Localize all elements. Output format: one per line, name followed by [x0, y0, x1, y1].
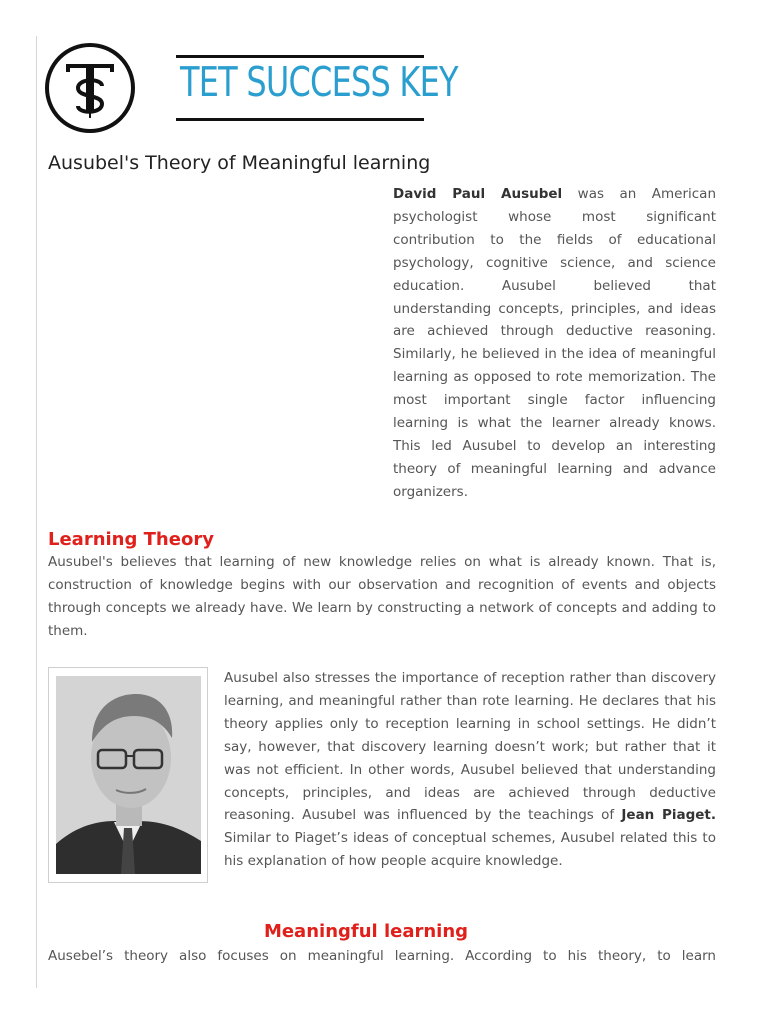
intro-paragraph [393, 183, 716, 504]
meaningful-learning-paragraph: Ausebel’s theory also focuses on meaningful learning. According to his theory, to learn [48, 948, 716, 964]
site-logo[interactable] [44, 42, 458, 134]
ausubel-photo-frame [48, 667, 208, 883]
ausubel-text-before: Ausubel also stresses the importance of reception rather than discovery learning, and meaningful rather than rote learning. He declares that his theory applies only to reception learning in school settings. He didn’t say, however, that discovery learning doesn’t work; but rather that it was not efficient. In other words, Ausubel believed that understanding concepts, principles, and ideas are achieved through deductive reasoning. Ausubel was influenced by the teachings of [224, 670, 716, 824]
logo-text: TET SUCCESS KEY [180, 58, 458, 106]
intro-name: David Paul Ausubel [393, 186, 563, 202]
portrait-image [56, 676, 201, 874]
ausubel-photo [56, 676, 201, 874]
page-title: Ausubel's Theory of Meaningful learning [48, 152, 431, 174]
page-left-border [36, 36, 37, 988]
learning-theory-heading: Learning Theory [48, 529, 214, 550]
intro-text: was an American psychologist whose most significant contribution to the fields of educational psychology, cognitive science, and science education. Ausubel believed that understanding concepts, principles, and ideas are achieved through deductive reasoning. Similarly, he believed in the idea of meaningful learning as opposed to rote memorization. The most important single factor influencing learning is what the learner already knows. This led Ausubel to develop an interesting theory of meaningful learning and advance organizers. [393, 186, 716, 500]
meaningful-learning-heading: Meaningful learning [263, 921, 469, 942]
learning-theory-paragraph: Ausubel's believes that learning of new knowledge relies on what is already known. That is, construction of knowledge begins with our observation and recognition of events and objects through concepts we already have. We learn by constructing a network of concepts and adding to them. [48, 554, 716, 639]
logo-monogram-icon [44, 42, 136, 134]
ausubel-text-after: Similar to Piaget’s ideas of conceptual schemes, Ausubel related this to his explanation of how people acquire knowledge. [224, 830, 716, 870]
logo-bottom-line [176, 118, 424, 121]
jean-piaget-name: Jean Piaget. [621, 807, 717, 824]
ausubel-paragraph [224, 667, 716, 873]
meaningful-learning-heading-row [0, 921, 768, 942]
